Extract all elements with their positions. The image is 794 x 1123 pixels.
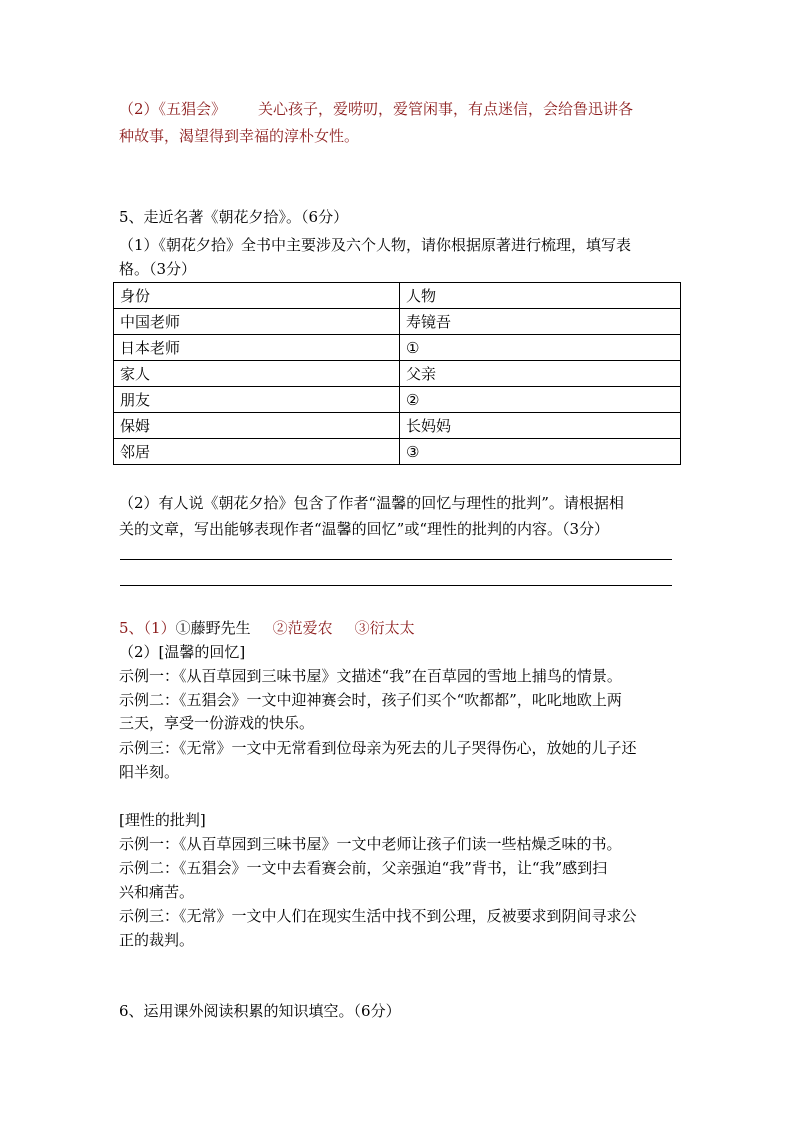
character-table	[113, 282, 681, 465]
table-row	[114, 387, 681, 413]
warm-example-line: 示例三：《无常》一文中无常看到位母亲为死去的儿子哭得伤心，放她的儿子还	[119, 739, 637, 757]
table-row	[114, 309, 681, 335]
q4-answer-line-2: 种故事，渴望得到幸福的淳朴女性。	[119, 127, 360, 145]
rational-example-line: 正的裁判。	[119, 931, 195, 949]
table-row	[114, 335, 681, 361]
warm-example-line: 阳半刻。	[119, 763, 180, 781]
table-cell-person: ①	[400, 335, 681, 361]
q4-answer-title: （2）《五猖会》	[119, 100, 227, 118]
table-cell-person: 父亲	[400, 361, 681, 387]
rational-example-line: 示例一：《从百草园到三味书屋》一文中老师让孩子们读一些枯燥乏味的书。	[119, 835, 622, 853]
q5-answer-b: ②范爱农	[272, 619, 333, 637]
table-cell-person: ②	[400, 387, 681, 413]
rational-example-line: 示例三：《无常》一文中人们在现实生活中找不到公理，反被要求到阴间寻求公	[119, 907, 637, 925]
q6-heading: 6、运用课外阅读积累的知识填空。（6分）	[119, 1002, 401, 1020]
rational-example-line: 示例二：《五猖会》一文中去看赛会前，父亲强迫“我”背书，让“我”感到扫	[119, 859, 608, 877]
q5-answer-c: ③衍太太	[354, 619, 415, 637]
table-cell-person: ③	[400, 439, 681, 465]
table-cell-role: 邻居	[114, 439, 400, 465]
answer-blank-line-1	[120, 559, 672, 560]
table-cell-person: 长妈妈	[400, 413, 681, 439]
q5-part2-line-2: 关的文章，写出能够表现作者“温馨的回忆”或“理性的批判的内容。（3分）	[119, 520, 610, 538]
table-cell-person: 寿镜吾	[400, 309, 681, 335]
table-row	[114, 439, 681, 465]
q4-answer-line-1	[119, 99, 633, 119]
table-row	[114, 413, 681, 439]
table-header-row	[114, 283, 681, 309]
q5-part1-line-2: 格。（3分）	[119, 260, 197, 278]
rational-heading: [理性的批判]	[119, 811, 206, 829]
table-header-cell: 身份	[114, 283, 400, 309]
table-cell-role: 中国老师	[114, 309, 400, 335]
warm-example-line: 示例二：《五猖会》一文中迎神赛会时，孩子们买个“吹都都”，叱叱地欧上两	[119, 691, 622, 709]
q5-answer-part2-heading: （2）[温馨的回忆]	[119, 643, 246, 661]
q5-answer-line-1	[119, 618, 415, 638]
q5-part1-line-1: （1）《朝花夕拾》全书中主要涉及六个人物，请你根据原著进行梳理，填写表	[119, 236, 632, 254]
table-cell-role: 保姆	[114, 413, 400, 439]
q4-answer-text: 关心孩子，爱唠叨，爱管闲事，有点迷信，会给鲁迅讲各	[258, 100, 634, 118]
table-cell-role: 朋友	[114, 387, 400, 413]
table-row	[114, 361, 681, 387]
q5-answer-a: ①藤野先生	[175, 619, 251, 637]
table-cell-role: 家人	[114, 361, 400, 387]
warm-example-line: 示例一：《从百草园到三味书屋》文描述“我”在百草园的雪地上捕鸟的情景。	[119, 667, 622, 685]
warm-example-line: 三天，享受一份游戏的快乐。	[119, 714, 315, 732]
rational-example-line: 兴和痛苦。	[119, 883, 195, 901]
table-header-cell: 人物	[400, 283, 681, 309]
q5-answer-prefix: 5、（1）	[119, 619, 176, 637]
answer-blank-line-2	[120, 585, 672, 586]
q5-heading: 5、走近名著《朝花夕拾》。（6分）	[119, 208, 349, 226]
table-cell-role: 日本老师	[114, 335, 400, 361]
q5-part2-line-1: （2）有人说《朝花夕拾》包含了作者“温馨的回忆与理性的批判”。请根据相	[119, 494, 624, 512]
